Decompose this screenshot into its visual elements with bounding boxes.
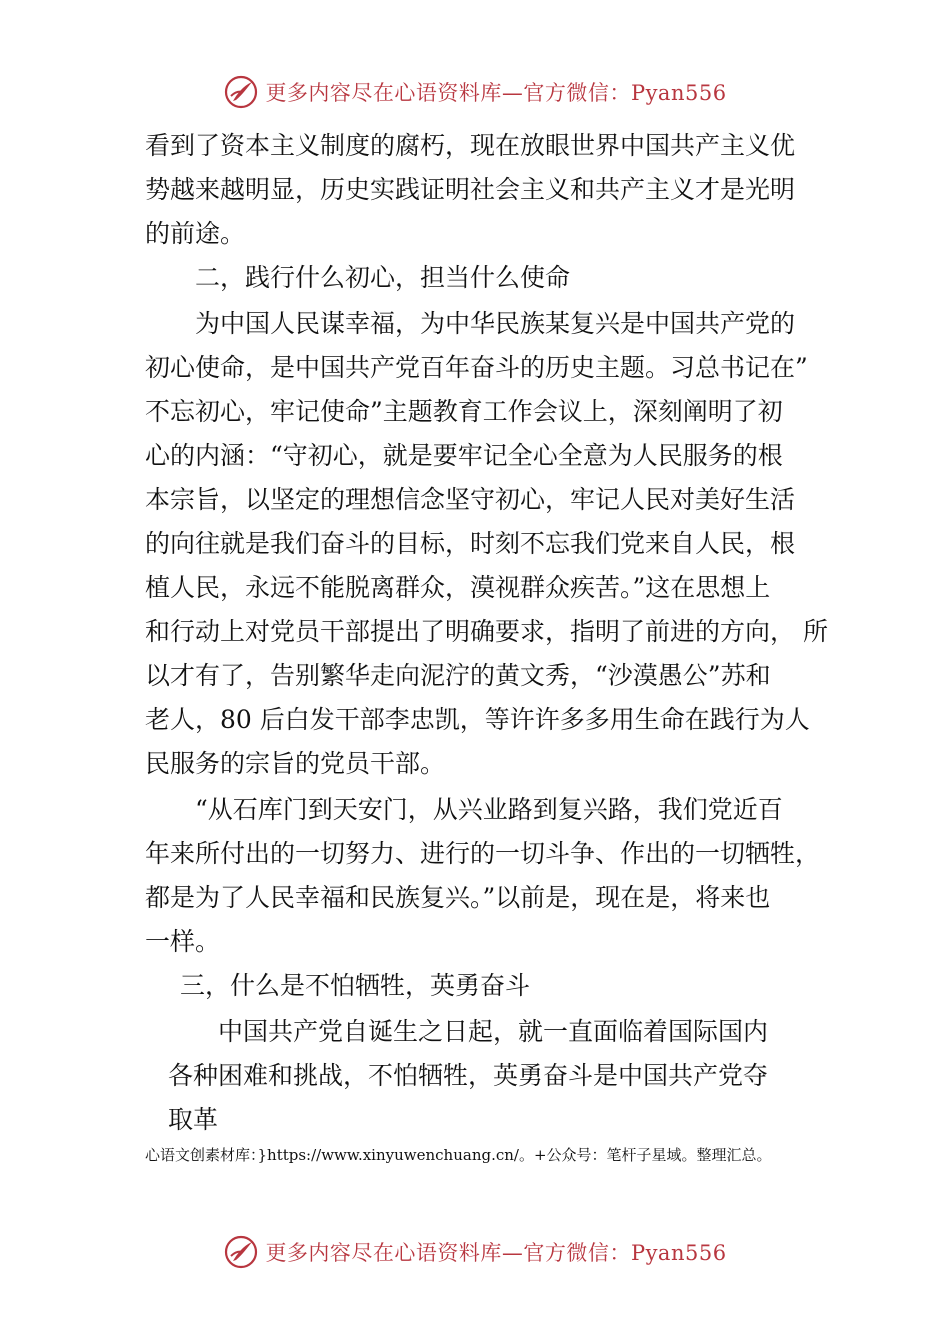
body-line: 取革 bbox=[168, 1105, 219, 1134]
body-line: 为中国人民谋幸福，为中华民族某复兴是中国共产党的 bbox=[195, 309, 796, 338]
banner-wechat-id: Pyan556 bbox=[630, 1241, 727, 1265]
body-line: 心的内涵：“守初心，就是要牢记全心全意为人民服务的根 bbox=[145, 441, 783, 470]
quill-circle-logo-icon bbox=[223, 1234, 259, 1270]
body-line: 都是为了人民幸福和民族复兴。”以前是，现在是，将来也 bbox=[145, 883, 771, 912]
body-line: “从石库门到天安门，从兴业路到复兴路，我们党近百 bbox=[195, 795, 783, 824]
body-line: 以才有了，告别繁华走向泥泞的黄文秀，“沙漠愚公”苏和 bbox=[145, 661, 771, 690]
banner-text: 更多内容尽在心语资料库—官方微信： bbox=[265, 81, 631, 105]
body-line: 初心使命，是中国共产党百年奋斗的历史主题。习总书记在” bbox=[145, 353, 808, 382]
body-line: 的向往就是我们奋斗的目标，时刻不忘我们党来自人民，根 bbox=[145, 529, 796, 558]
bottom-banner bbox=[0, 1232, 950, 1272]
section-heading: 二，践行什么初心，担当什么使命 bbox=[195, 263, 571, 292]
body-line: 老人，80 后白发干部李忠凯，等许许多多用生命在践行为人 bbox=[145, 705, 810, 734]
body-line: 的前途。 bbox=[145, 219, 246, 248]
body-line: 各种困难和挑战，不怕牺牲，英勇奋斗是中国共产党夺 bbox=[168, 1061, 769, 1090]
body-line: 年来所付出的一切努力、进行的一切斗争、作出的一切牺牲， bbox=[145, 839, 821, 868]
section-heading: 三，什么是不怕牺牲，英勇奋斗 bbox=[180, 971, 531, 1000]
quill-circle-logo-icon bbox=[223, 74, 259, 110]
top-banner bbox=[0, 72, 950, 112]
body-line: 本宗旨，以坚定的理想信念坚守初心，牢记人民对美好生活 bbox=[145, 485, 796, 514]
body-line: 看到了资本主义制度的腐朽，现在放眼世界中国共产主义优 bbox=[145, 131, 796, 160]
body-line: 植人民，永远不能脱离群众，漠视群众疾苦。”这在思想上 bbox=[145, 573, 771, 602]
body-line: 一样。 bbox=[145, 927, 221, 956]
body-line: 中国共产党自诞生之日起，就一直面临着国际国内 bbox=[218, 1017, 769, 1046]
body-line: 民服务的宗旨的党员干部。 bbox=[145, 749, 446, 778]
footer-source-note: 心语文创素材库：}https://www.xinyuwenchuang.cn/。+公众号：笔杆子星域。整理汇总。 bbox=[145, 1146, 772, 1164]
banner-wechat-id: Pyan556 bbox=[630, 81, 727, 105]
body-line: 不忘初心，牢记使命”主题教育工作会议上，深刻阐明了初 bbox=[145, 397, 783, 426]
body-line: 势越来越明显，历史实践证明社会主义和共产主义才是光明 bbox=[145, 175, 796, 204]
body-line: 和行动上对党员干部提出了明确要求，指明了前进的方向， 所 bbox=[145, 617, 828, 646]
banner-text: 更多内容尽在心语资料库—官方微信： bbox=[265, 1241, 631, 1265]
